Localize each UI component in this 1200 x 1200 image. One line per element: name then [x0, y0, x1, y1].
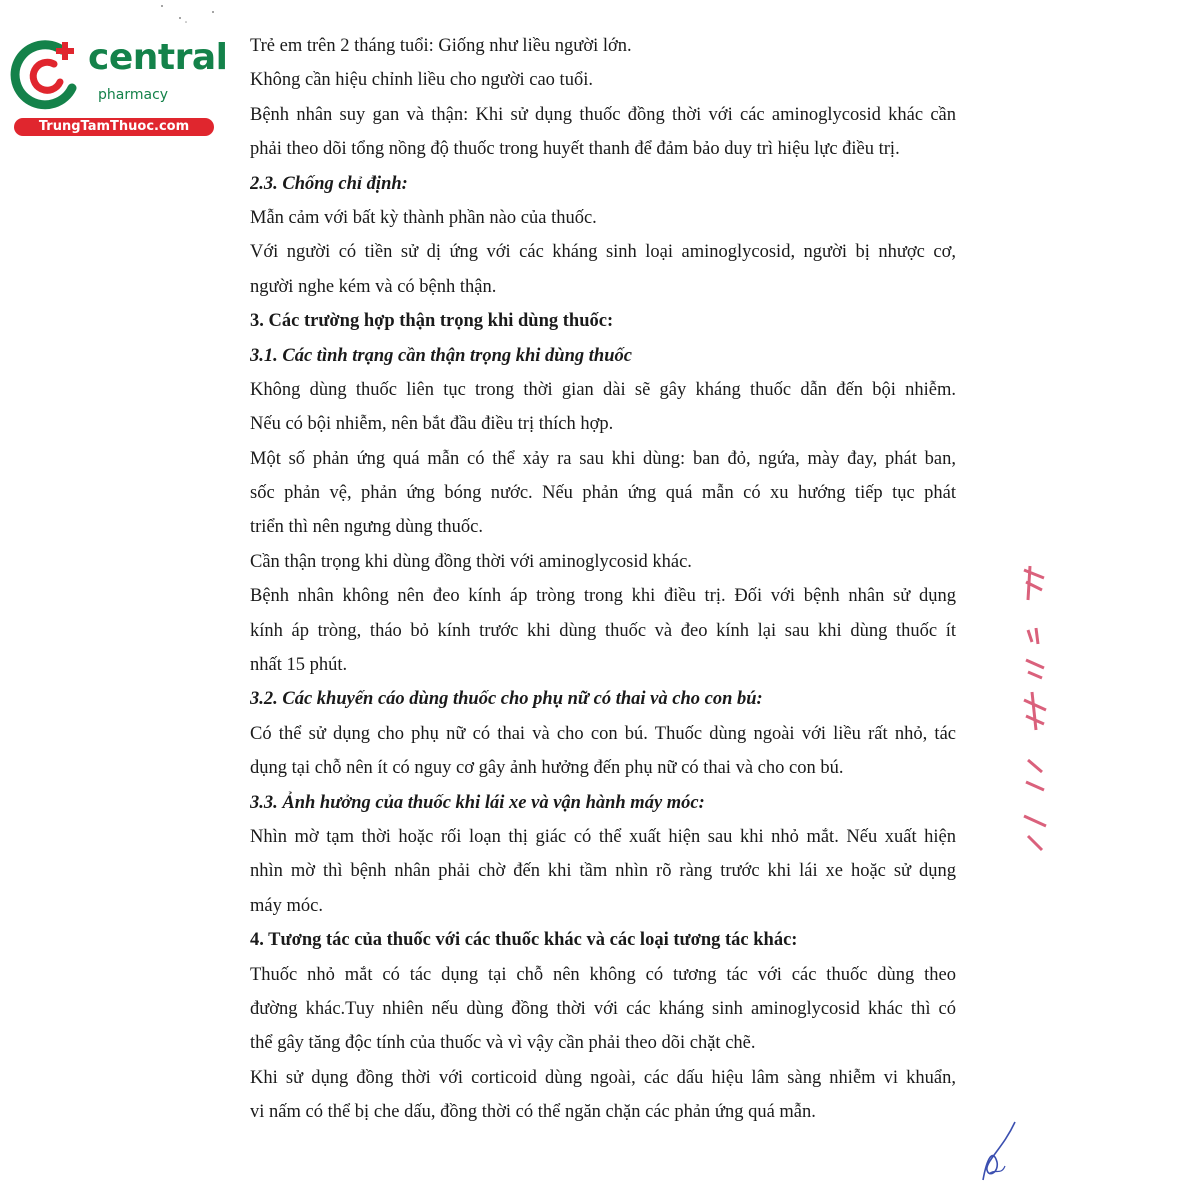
text-line: Nếu có bội nhiễm, nên bắt đầu điều trị thích hợp.: [250, 414, 614, 435]
text-line: Khi sử dụng đồng thời với corticoid dùng ngoài, các dấu hiệu lâm sàng nhiễm vi khuẩn,: [250, 1067, 956, 1088]
text-line: phải theo dõi tổng nồng độ thuốc trong huyết thanh để đảm bảo duy trì hiệu lực điều trị.: [250, 139, 900, 160]
text-line: người nghe kém và có bệnh thận.: [250, 276, 497, 297]
text-line: đường khác.Tuy nhiên nếu dùng đồng thời với các kháng sinh aminoglycosid khác thì có: [250, 998, 956, 1019]
brand-url-badge: TrungTamThuoc.com: [14, 118, 214, 136]
text-line: Một số phản ứng quá mẫn có thể xảy ra sau khi dùng: ban đỏ, ngứa, mày đay, phát ban,: [250, 448, 956, 469]
text-line: Thuốc nhỏ mắt có tác dụng tại chỗ nên không có tương tác với các thuốc dùng theo: [250, 964, 956, 985]
text-line: Không cần hiệu chỉnh liều cho người cao tuổi.: [250, 70, 593, 91]
text-line: Bệnh nhân suy gan và thận: Khi sử dụng thuốc đồng thời với các aminoglycosid khác cần: [250, 104, 956, 125]
text-line: Với người có tiền sử dị ứng với các kháng sinh loại aminoglycosid, người bị nhược cơ,: [250, 242, 956, 263]
text-line: nhất 15 phút.: [250, 655, 348, 676]
text-line: vi nấm có thể bị che dấu, đồng thời có thể ngăn chặn các phản ứng quá mẫn.: [250, 1102, 816, 1123]
text-line: máy móc.: [250, 895, 323, 916]
text-line: Có thể sử dụng cho phụ nữ có thai và cho con bú. Thuốc dùng ngoài với liều rất nhỏ, tác: [250, 723, 956, 744]
text-line: Cần thận trọng khi dùng đồng thời với aminoglycosid khác.: [250, 551, 692, 572]
text-line: Bệnh nhân không nên đeo kính áp tròng trong khi điều trị. Đối với bệnh nhân sử dụng: [250, 586, 956, 607]
section-heading: 3.2. Các khuyến cáo dùng thuốc cho phụ nữ có thai và cho con bú:: [250, 689, 763, 710]
text-line: Nhìn mờ tạm thời hoặc rối loạn thị giác có thể xuất hiện sau khi nhỏ mắt. Nếu xuất hiện: [250, 826, 956, 847]
text-line: kính áp tròng, tháo bỏ kính trước khi dùng thuốc và đeo kính lại sau khi dùng thuốc ít: [250, 620, 956, 641]
text-line: Mẫn cảm với bất kỳ thành phần nào của thuốc.: [250, 207, 597, 228]
section-heading: 3.3. Ảnh hưởng của thuốc khi lái xe và vận hành máy móc:: [250, 792, 705, 813]
brand-subtitle: pharmacy: [98, 87, 169, 103]
text-line: thể gây tăng độc tính của thuốc và vì vậy cần phải theo dõi chặt chẽ.: [250, 1033, 756, 1054]
text-line: Không dùng thuốc liên tục trong thời gian dài sẽ gây kháng thuốc dẫn đến bội nhiễm.: [250, 379, 956, 400]
section-heading: 3. Các trường hợp thận trọng khi dùng thuốc:: [250, 311, 614, 332]
logo-mark-icon: [10, 36, 90, 116]
scan-marks-icon: [158, 2, 218, 30]
section-heading: 3.1. Các tình trạng cần thận trọng khi dùng thuốc: [250, 345, 632, 366]
central-pharmacy-logo: [10, 36, 228, 136]
text-line: Trẻ em trên 2 tháng tuổi: Giống như liều người lớn.: [250, 36, 632, 56]
signature-icon: [975, 1118, 1025, 1188]
brand-name: central: [88, 37, 228, 78]
text-line: sốc phản vệ, phản ứng bóng nước. Nếu phản ứng quá mẫn có xu hướng tiếp tục phát: [250, 483, 956, 504]
document-body: [250, 29, 956, 1130]
text-line: dụng tại chỗ nên ít có nguy cơ gây ảnh hưởng đến phụ nữ có thai và cho con bú.: [250, 758, 844, 779]
section-heading: 4. Tương tác của thuốc với các thuốc khác và các loại tương tác khác:: [250, 930, 798, 951]
red-stamp-fragment-icon: [1018, 560, 1052, 860]
text-line: triển thì nên ngưng dùng thuốc.: [250, 517, 484, 538]
section-heading: 2.3. Chống chỉ định:: [250, 173, 408, 194]
text-line: nhìn mờ thì bệnh nhân phải chờ đến khi tầm nhìn rõ ràng trước khi lái xe hoặc sử dụng: [250, 861, 956, 882]
